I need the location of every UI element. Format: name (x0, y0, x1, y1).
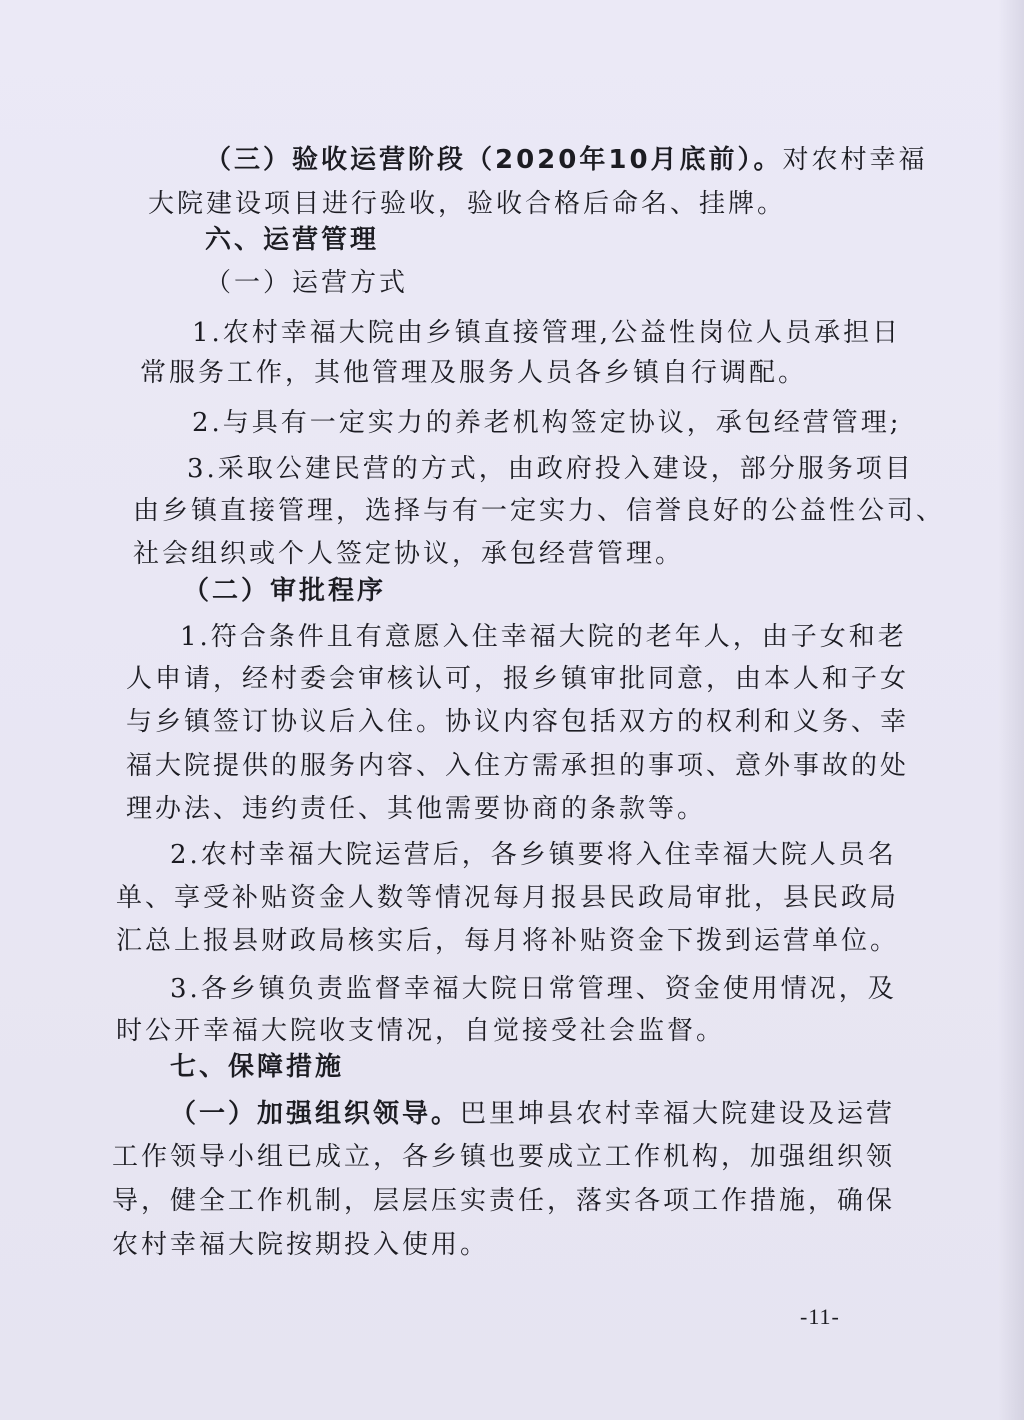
chapter6-title: 六、运营管理 (205, 225, 380, 255)
chapter7-sub1-line3: 导，健全工作机制，层层压实责任，落实各项工作措施，确保 (112, 1186, 896, 1216)
chapter6-sub2-item1-line5: 理办法、违约责任、其他需要协商的条款等。 (126, 794, 707, 824)
paragraph-stage3-line2: 大院建设项目进行验收，验收合格后命名、挂牌。 (148, 189, 787, 219)
chapter6-sub2-item3-line2: 时公开幸福大院收支情况，自觉接受社会监督。 (116, 1016, 726, 1046)
chapter7-sub1-line2: 工作领导小组已成立，各乡镇也要成立工作机构，加强组织领 (112, 1142, 896, 1172)
chapter6-sub1-item3-line1: 3.采取公建民营的方式，由政府投入建设，部分服务项目 (187, 454, 914, 484)
chapter6-sub1-item3-line3: 社会组织或个人签定协议，承包经营管理。 (133, 539, 685, 569)
paragraph-stage3-line1 (205, 143, 928, 177)
chapter7-title: 七、保障措施 (170, 1052, 345, 1082)
chapter6-sub1-item1-line1: 1.农村幸福大院由乡镇直接管理,公益性岗位人员承担日 (192, 318, 902, 348)
chapter6-sub1-item1-line2: 常服务工作，其他管理及服务人员各乡镇自行调配。 (140, 358, 808, 388)
page-number: -11- (800, 1304, 840, 1329)
chapter7-sub1-line4: 农村幸福大院按期投入使用。 (112, 1230, 490, 1260)
stage3-text-start: 对农村幸福 (782, 145, 928, 175)
chapter6-sub2-title: （二）审批程序 (183, 576, 387, 606)
chapter6-sub1-item3-line2: 由乡镇直接管理，选择与有一定实力、信誉良好的公益性公司、 (133, 496, 946, 526)
chapter6-sub2-item1-line3: 与乡镇签订协议后入住。协议内容包括双方的权利和义务、幸 (126, 707, 910, 737)
chapter6-sub2-item3-line1: 3.各乡镇负责监督幸福大院日常管理、资金使用情况，及 (170, 974, 897, 1004)
chapter7-sub1-line1 (170, 1097, 895, 1131)
chapter6-sub2-item1-line4: 福大院提供的服务内容、入住方需承担的事项、意外事故的处 (126, 751, 910, 781)
chapter6-sub2-item2-line2: 单、享受补贴资金人数等情况每月报县民政局审批，县民政局 (116, 883, 900, 913)
chapter6-sub2-item2-line3: 汇总上报县财政局核实后，每月将补贴资金下拨到运营单位。 (116, 926, 900, 956)
chapter7-sub1-heading: （一）加强组织领导。 (170, 1099, 461, 1129)
chapter6-sub2-item1-line2: 人申请，经村委会审核认可，报乡镇审批同意，由本人和子女 (126, 664, 910, 694)
chapter6-sub2-item1-line1: 1.符合条件且有意愿入住幸福大院的老年人，由子女和老 (180, 622, 907, 652)
stage3-heading: （三）验收运营阶段（2020年10月底前）。 (205, 145, 783, 175)
chapter6-sub2-item2-line1: 2.农村幸福大院运营后，各乡镇要将入住幸福大院人员名 (170, 840, 897, 870)
chapter6-sub1-item2: 2.与具有一定实力的养老机构签定协议，承包经营管理; (192, 408, 902, 438)
chapter6-sub1-title: （一）运营方式 (205, 268, 409, 298)
chapter7-sub1-text-start: 巴里坤县农村幸福大院建设及运营 (460, 1099, 896, 1129)
page-edge-shadow (998, 0, 1024, 1420)
